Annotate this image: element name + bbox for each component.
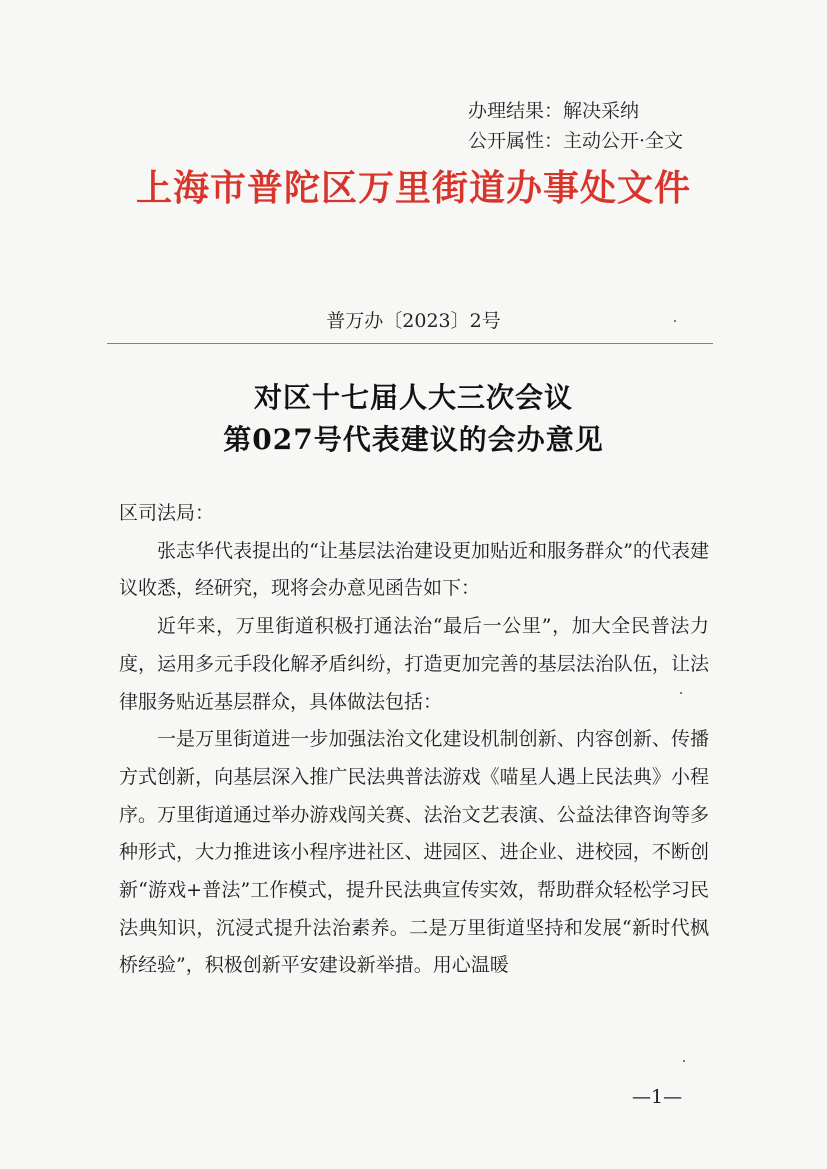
document-title-line-2: 第027号代表建议的会办意见: [223, 423, 604, 456]
salutation: 区司法局：: [119, 502, 215, 524]
scan-speck: [680, 692, 682, 694]
document-body: [119, 495, 709, 985]
handling-result: 办理结果：解决采纳: [468, 100, 640, 122]
document-number: 普万办〔2023〕2号: [326, 310, 501, 332]
disclosure-attribute: 公开属性：主动公开·全文: [468, 130, 684, 152]
body-paragraph: 近年来，万里街道积极打通法治“最后一公里”，加大全民普法力度，运用多元手段化解矛盾纠纷，打造更加完善的基层法治队伍，让法律服务贴近基层群众，具体做法包括：: [119, 615, 709, 713]
body-paragraph: 一是万里街道进一步加强法治文化建设机制创新、内容创新、传播方式创新，向基层深入推广民法典普法游戏《喵星人遇上民法典》小程序。万里街道通过举办游戏闯关赛、法治文艺表演、公益法律咨询等多种形式，大力推进该小程序进社区、进园区、进企业、进校园，不断创新“游戏+普法”工作模式，提升民法典宣传实效，帮助群众轻松学习民法典知识，沉浸式提升法治素养。二是万里街道坚持和发展“新时代枫桥经验”，积极创新平安建设新举措。用心温暖: [119, 728, 709, 977]
body-paragraph: 张志华代表提出的“让基层法治建设更加贴近和服务群众”的代表建议收悉，经研究，现将会办意见函告如下：: [119, 539, 709, 600]
red-divider: [107, 343, 713, 344]
scan-speck: [674, 320, 676, 322]
issuer-header: 上海市普陀区万里街道办事处文件: [135, 167, 691, 209]
document-title-line-1: 对区十七届人大三次会议: [253, 381, 573, 414]
page-number: —1—: [632, 1086, 683, 1108]
scan-speck: [683, 1060, 685, 1062]
